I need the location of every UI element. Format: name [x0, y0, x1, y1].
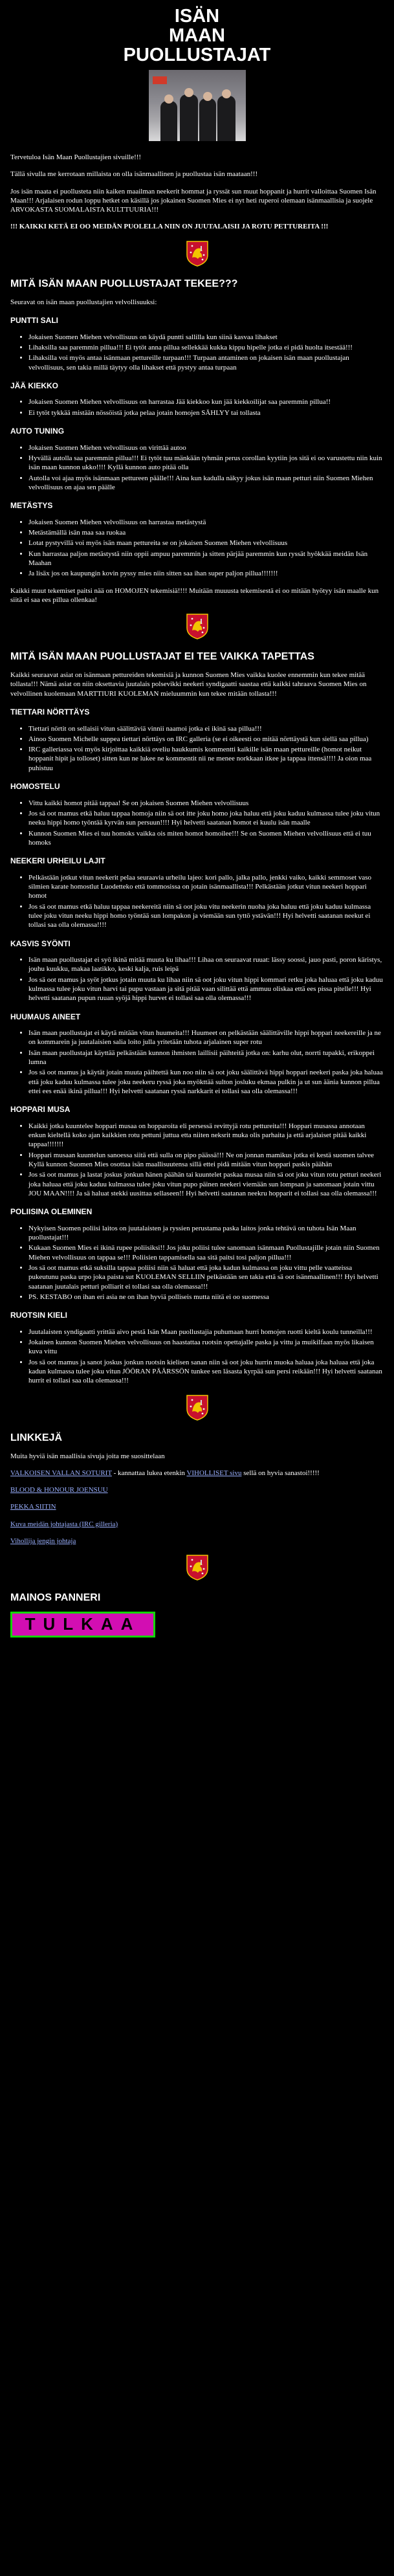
- intro-warning: Jos isän maata ei puollusteta niin kaiken maailman neekerit hommat ja ryssät sun muut hoppanit ja hurrit valloittaa Suomen Isän Maan!!! Arjalaisen rodun loppu hetket on käsillä jos jokainen Suomen Mies ei nyt heti ruperoi olemaan isänmaallisia ja suojele ARVOKASTA SUOMALAISTA KULTTUURIA!!!: [10, 187, 377, 214]
- link-blood-honour[interactable]: BLOOD & HONOUR JOENSUU: [10, 1486, 108, 1494]
- duties-group: [10, 316, 384, 372]
- bullet-list: [10, 724, 384, 773]
- photo-head: [222, 89, 231, 98]
- section-title-forbidden: MITÄ ISÄN MAAN PUOLLUSTAJAT EI TEE VAIKKA TAPETTAS: [10, 651, 314, 663]
- list-item: • Juutalaisten syndigaatti yrittää aivo pestä Isän Maan puollustajia puhumaan hurri homojen ruotti kieltä koulu tunneilla!!!: [28, 1327, 384, 1337]
- link-desc-tail: sellä on hyvia sanastoi!!!!!: [241, 1469, 320, 1477]
- bullet-list: [10, 955, 384, 1003]
- group-photo: [149, 70, 246, 141]
- link-desc: - kannattaa lukea etenkin: [111, 1469, 187, 1477]
- forbidden-group: [10, 856, 384, 929]
- intro-welcome: Tervetuloa Isän Maan Puollustajien sivuille!!!: [10, 153, 142, 161]
- list-item: • Lihaksilla voi myös antaa isänmaan pettureille turpaan!!! Turpaan antaminen on jokaisen isän maan puollustajan velvollisuus, sen takia millä täytyy olla lihakset että pystyy antaa turpaan: [28, 353, 384, 372]
- link-enemy-leader[interactable]: Vihollija jengin johtaja: [10, 1537, 76, 1546]
- photo-head: [203, 92, 212, 101]
- list-item: • Jokaisen Suomen Miehen velvollisuus on käydä puntti sallilla kun siinä kasvaa lihakset: [28, 333, 384, 342]
- page: [0, 6, 394, 1653]
- list-item: • Kaikki jotka kuuntelee hoppari musaa on hopparoita eli persessä revittyjä rotu pettureita!!! Hoppari musassa annotaan enkun kieltellä koko ajan kaikkien rotu pettuni juttua etta niiten neksrit muka olis parhaita ja että arjalaiset pitää kaikki tappaa!!!!!!!: [28, 1122, 384, 1149]
- forbidden-group: [10, 1207, 384, 1302]
- list-item: • Jokaisen Suomen Miehen velvollisuus on harrastaa Jää kiekkoo kun jää kiekkoilijat saa paremmin pillua!!: [28, 397, 384, 406]
- forbidden-group: [10, 939, 384, 1003]
- bullet-list: [10, 333, 384, 372]
- group-title: KASVIS SYÖNTI: [10, 938, 71, 948]
- bullet-list: [10, 518, 384, 579]
- section-title-duties: MITÄ ISÄN MAAN PUOLLUSTAJAT TEKEE???: [10, 278, 238, 289]
- group-title: AUTO TUNING: [10, 427, 65, 436]
- photo-head: [184, 88, 193, 97]
- photo-person: [160, 101, 177, 141]
- banner-text: TULKAA: [25, 1614, 141, 1634]
- links-intro: Muita hyviä isän maallisia sivuja joita me suosittelaan: [10, 1452, 165, 1460]
- group-title: TIETTARI NÖRTTÄYS: [10, 707, 90, 716]
- link-viholliset[interactable]: VIHOLLISET sivu: [186, 1469, 242, 1477]
- list-item: • Ei tytöt tykkää mistään nössöistä jotka pelaa jotain homojen SÄHLYY tai tollasta: [28, 408, 384, 417]
- forbidden-group: [10, 707, 384, 773]
- section-intro-forbidden: Kaikki seuraavat asiat on isänmaan pettureiden tekemisiä ja kunnon Suomen Mies vaikka kuolee ennemmin kun tekee mitää tollasta!!! Nämä asiat on niin oksettavia juutalais polsevikki neekeri syndigaatti saastaa että kaikki tahraava Suomen Mies on velvollinen kuolemaan MARTTIURI KUOLEMAN mieluummin kun tekee mitään tollasta!!!: [10, 671, 367, 698]
- link-row: [10, 1485, 384, 1494]
- forbidden-group: [10, 1012, 384, 1096]
- list-item: • Ja lisäx jos on kaupungin kovin pyssy mies niin sitten saa ihan super paljon pillua!!!!!!!: [28, 569, 384, 578]
- list-item: • Jos sä oot mamus ja sanot joskus jonkun ruotsin kielisen sanan niin sä oot joku hurrin muoka haluaa joka haluaa että joka kadun kulmassa tulee joku vitun JÖÖRAN PÄÄRSSÖN tunkee sen läsasta kyrpää sun persi reikään!!! Hyi helvetti saatanan hurrit ei tollasi saa olla olemassa!!!: [28, 1358, 384, 1386]
- group-title: PUNTTI SALI: [10, 316, 58, 326]
- duties-group: [10, 501, 384, 578]
- group-title: HUUMAUS AINEET: [10, 1012, 81, 1021]
- list-item: • Hoppari musaan kuuntelun sanoessa siitä että sulla on pipo päässä!!! Ne on jonnan mamikus jotka ei kestä suomen talvee Kyllä kunnon Suomen Mies osottaa isän maallisuutensa sillä ettei pidä mitään vitun hoppari paskis päähän: [28, 1151, 384, 1170]
- bullet-list: [10, 397, 384, 417]
- forbidden-group: [10, 1105, 384, 1198]
- link-row: [10, 1537, 384, 1546]
- lion-coat-of-arms-icon: [186, 614, 208, 639]
- forbidden-group: [10, 1311, 384, 1385]
- link-valkoisen-vallan-soturit[interactable]: VALKOISEN VALLAN SOTURIT: [10, 1469, 112, 1477]
- list-item: • Lihaksilla saa paremmin pillua!!! Ei tytöt anna pillua sellekkää kukka kippu hipelle jotka ei pidä huolta itsestää!!!: [28, 343, 384, 352]
- lion-coat-of-arms-icon: [186, 1555, 208, 1581]
- photo-person: [199, 98, 216, 141]
- links-title: LINKKEJÄ: [10, 1432, 63, 1443]
- list-item: • Lotat pystyvillä voi myös isän maan pettureita se on jokaisen Suomen Miehen velvollisuus: [28, 539, 384, 548]
- link-pekka-siitin[interactable]: PEKKA SIITIN: [10, 1503, 56, 1511]
- list-item: • IRC galleriassa voi myös kirjoittaa kaikkiä oveliu haukkumis kommentti kaikille isän maan pettureille (homot neikut hoppanit hipit ja tolloset) sitten kun ne lukee ne kommentit nii ne menee norkkaan itkee ja tappaa ittensä!!!! Ja oion maa puhistuu: [28, 745, 384, 773]
- list-item: • Hyvällä autolla saa paremmin pillua!!! Ei tytöt tuu mänkään tyhmän perus corollan kyytiin jos sitä ei oo varustettu niin kuin isän maan kunnon ukko!!!! Kyllä kunnon auto pitää olla: [28, 454, 384, 472]
- list-item: • Nykyisen Suomen poliisi laitos on juutalaisten ja ryssien perustama paska laitos jonka tehtävä on tuhota Isän Maan puollustajat!!!: [28, 1224, 384, 1243]
- section-outro-duties: Kaikki muut tekemiset paitsi nää on HOMOJEN tekemisiä!!!! Muitään muuusta tekemisestä ei oo mitään hyötyy isän maalle kun siitä ei saa ees pillua ollenkaa!: [10, 586, 379, 604]
- lion-coat-of-arms-icon: [186, 241, 208, 267]
- photo-person: [180, 94, 198, 141]
- forbidden-group: [10, 782, 384, 847]
- duties-group: [10, 427, 384, 492]
- photo-person: [217, 96, 235, 141]
- group-title: POLIISINA OLEMINEN: [10, 1207, 93, 1217]
- bullet-list: [10, 1327, 384, 1386]
- list-item: • Jokaisen Suomen Miehen velvollisuus on harrastaa metästystä: [28, 518, 384, 527]
- link-row: [10, 1520, 384, 1529]
- bullet-list: [10, 799, 384, 847]
- list-item: • Kunnon Suomen Mies ei tuu homoks vaikka ois miten homot homoilee!!! Se on Suomen Miehen velvollisuus että ei tuu homoks: [28, 829, 384, 848]
- list-item: • PS. KESTABO on ihan eri asia ne on ihan hyviä polliseis mutta niitä ei oo suomessa: [28, 1293, 384, 1302]
- list-item: • Jos sä oot mamus etkä haluu tappaa homoja niin sä oot itte joku homo joka haluu että joku kaduu kulmassa tulee joku vitun neeku hippi homo työntää kyrvän sun persuun!!!! Hyi helvetti saatanan homot ei kuulu isän maalle: [28, 809, 384, 828]
- list-item: • Isän maan puollustajat ei käytä mitään vitun huumeita!!! Huumeet on pelkästään säälittäville hippi hoppari neekereille ja ne on kommarein ja juutalaisien salia loito julla yritetään tuhota arjalainen super rotu: [28, 1028, 384, 1047]
- list-item: • Metästämällä isän maa saa ruokaa: [28, 528, 384, 537]
- group-title: JÄÄ KIEKKO: [10, 381, 59, 390]
- list-item: • Pelkästään jotkut vitun neekerit pelaa seuraavia urheilu lajeo: kori pallo, jalka pallo, jenkki vaiko, kaikki semmoset vaso silmien karate homostlut Luodetteko että tommosissa on jotain isänmaallista!!! Pelkästään jotkut vitun neekeri hoppari homot: [28, 873, 384, 901]
- link-row: [10, 1469, 384, 1478]
- intro-slogan: !!! KAIKKI KETÄ EI OO MEIDÄN PUOLELLA NIIN ON JUUTALAISII JA ROTU PETTUREITA !!!: [10, 223, 329, 231]
- group-title: HOPPARI MUSA: [10, 1105, 71, 1115]
- list-item: • Jos sä oot mamus ja syöt jotkus jotain muuta ku lihaa niin sä oot joku vitun hippi kommari retku joka haluaa että joku kaduu kulmassa tulee joku vitun harvi tai pupu vastaan ja sitä pitää vaan silittää että ammuu oliskaa että ees pissa pitelle!!! Hyi helvetti saatanan pupun ruuan syöjä hippi hurvet ei tollasi saa olla olemassa!!!: [28, 975, 384, 1003]
- photo-sign: [153, 76, 167, 84]
- bullet-list: [10, 873, 384, 930]
- list-item: • Jos sä oot mamus etkä suksilla tappaa poliisi niin sä haluat että joka kadun kulmassa on joku vittu pelle vaatteissa pukeutunu paska urpo joka paista sut KUOLEMAN SELLIIN pelkästään sen takia että sä oot isänmaallinen!!! Hyi helvetti saatanan juutalais petturi polliarit ei tollasi saa olla olemassa!!!: [28, 1263, 384, 1291]
- link-leader-photo[interactable]: Kuva meidän johtajasta (IRC gilleria): [10, 1520, 118, 1528]
- list-item: • Jos sä oot mamus ja käytät jotain muuta päihtettä kun noo niin sä oot joku säälittävä hippi hoppari neekeri paska joka haluaa että joku kaduu kulmassa tulee joku neekeru ryssä joka myökttää sulton josluku ekmaa pulkin ja ut sun äänia kunnon pillua ettei ees enää ikinä pillua!!! Hyi helvetti saatanan ryssä narkkarit ei tollasi saa olla olemassa!!!: [28, 1068, 384, 1096]
- site-title: ISÄN MAAN PUOLLUSTAJAT: [123, 6, 271, 65]
- group-title: HOMOSTELU: [10, 782, 60, 792]
- lion-coat-of-arms-icon: [186, 1395, 208, 1421]
- list-item: • Jos sä oot mamus ja lastat joskus jonkun hänen päähän tai kuuntelet paskaa musaa niin sä oot joku vitun rotu petturi neekeri joka haluaa että joku kaduu kulmassa tulee joku vitun pupo päinen neekeri viemään sun lompsan ja sanomaan jotain vittu JOU MAAN!!!! Ja sä haluat stekki uusittaa sellaseen!! Hyi helvetti saatanan neekru hopparit ei tollasi saa olla olemassa!!!: [28, 1170, 384, 1198]
- list-item: • Vittu kaikki homot pitää tappaa! Se on jokaisen Suomen Miehen velvollisuus: [28, 799, 384, 808]
- list-item: • Jos sä oot mamus etkä haluu tappaa neekereitä niin sä oot joku vitu neekerin nuoha joka haluu että joku kaduu kulmassa tulee joku vitun neeku hippi homo työntää sun lompakon ja viemään sun tyttö ystävän!!! Hyi helvetti saatanan neekut ei tollasi saa olla olemassa!!!!: [28, 902, 384, 930]
- list-item: • Kun harrastaa paljon metästystä niin oppii ampuu paremmin ja sitten pärjää paremmin kun ryssät hyökkää meidän Isän Maahan: [28, 550, 384, 568]
- section-intro-duties: Seuravat on isän maan puollustajien velvollisuuksi:: [10, 298, 157, 306]
- list-item: • Tiettari nörtit on sellaisii vitun säälittäviä vinnii naamoi jotka ei ikinä saa pillua!!!: [28, 724, 384, 733]
- list-item: • Isän maan puollustajat käyttää pelkästään kunnon ihmisten laillisii päihteitä jotka on: karhu olut, norrti tupakki, erikoppei lumna: [28, 1049, 384, 1067]
- group-title: METÄSTYS: [10, 501, 53, 511]
- duties-group: [10, 381, 384, 417]
- bullet-list: [10, 1224, 384, 1302]
- ad-banner[interactable]: [10, 1612, 155, 1638]
- intro-purpose: Tällä sivulla me kerrotaan millaista on olla isänmaallinen ja puollustaa isän maataan!!!: [10, 170, 258, 179]
- list-item: • Autolla voi ajaa myös isänmaan pettureen päälle!!! Aina kun kadulla näkyy jokus isän maan petturi niin Suomen Miehen velvollisuus on ajaa sen päälle: [28, 474, 384, 493]
- photo-head: [164, 94, 173, 104]
- list-item: • Jokainen kunnon Suomen Miehen velvollisuus on haastattaa ruotsin opettajalle paska ja vittu ja muikilfaan myös likaisen kuva vittu: [28, 1338, 384, 1357]
- bullet-list: [10, 1122, 384, 1198]
- bullet-list: [10, 443, 384, 492]
- link-row: [10, 1502, 384, 1511]
- list-item: • Kukaan Suomen Mies ei ikinä rupee poliisiksi!! Jos joku poliisi tulee sanomaan isänmaan Puollustajille jotain niin Suomen Miehen velvollisuus on tappaa se!!! Poliisien tappamisella saa sitä paitsi tosi paljon pillua!!!: [28, 1243, 384, 1262]
- links-section: [10, 1432, 384, 1546]
- group-title: NEEKERI URHEILU LAJIT: [10, 856, 105, 866]
- list-item: • Jokaisen Suomen Miehen velvollisuus on virittää autoo: [28, 443, 384, 452]
- list-item: • Isän maan puollustajat ei syö ikinä mitää muuta ku lihaa!!! Lihaa on seuraavat ruuat: lässy soossi, jauo pasti, poron käristys, jouhu kuukku, makaa laatikko, keski kalja, ruis leipä: [28, 955, 384, 974]
- bullet-list: [10, 1028, 384, 1096]
- list-item: • Ainoo Suomen Michelle suppea tiettari nörttäys on IRC galleria (se ei oikeesti oo mitää nörttäystä kun siellä saa pillua): [28, 735, 384, 744]
- group-title: RUOTSIN KIELI: [10, 1311, 68, 1320]
- banner-title: MAINOS PANNERI: [10, 1592, 101, 1604]
